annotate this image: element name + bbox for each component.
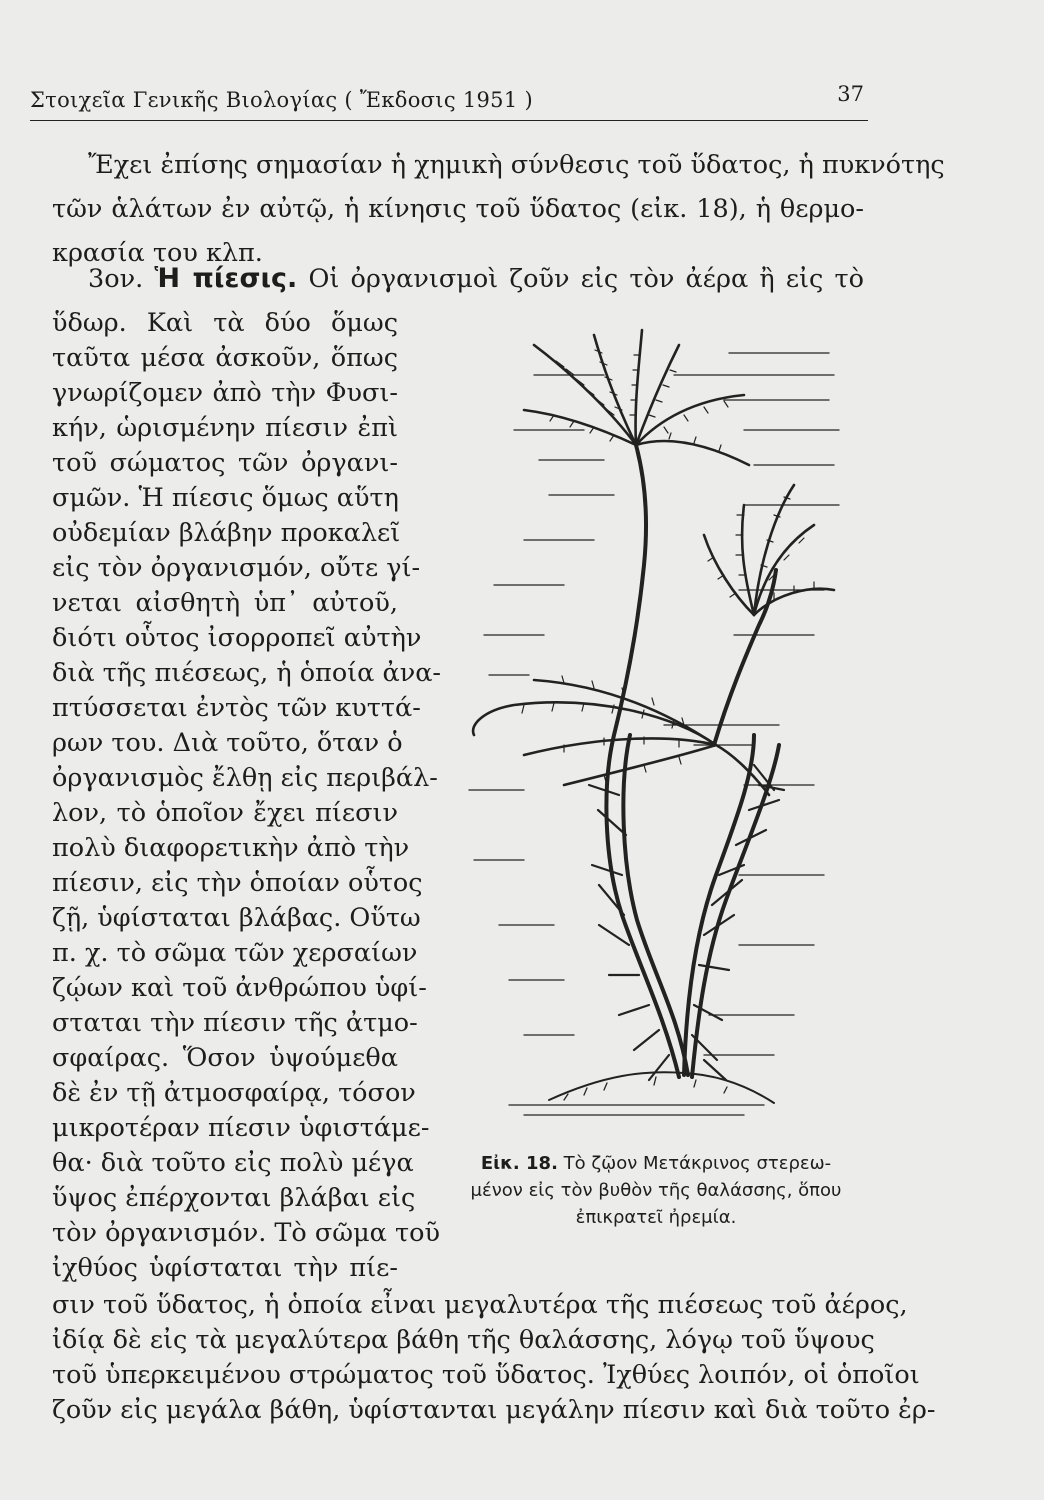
- running-header: [30, 82, 868, 121]
- column-line: πτύσσεται ἐντὸς τῶν κυττά-: [52, 693, 421, 723]
- caption-line-1: [436, 1150, 876, 1177]
- paragraph-line: τοῦ ὑπερκειμένου στρώματος τοῦ ὕδατος. Ἰχθύες λοιπόν, οἱ ὁποῖοι: [52, 1360, 920, 1390]
- figure-caption: [436, 1150, 876, 1231]
- section-number: 3ον.: [88, 264, 144, 294]
- section-heading: Ἡ πίεσις.: [154, 263, 298, 294]
- column-line: σμῶν. Ἡ πίεσις ὅμως αὕτη: [52, 483, 399, 513]
- column-line: τὸν ὀργανισμόν. Τὸ σῶμα τοῦ: [52, 1218, 440, 1248]
- column-line: οὐδεμίαν βλάβην προκαλεῖ: [52, 518, 401, 548]
- caption-line-2: μένον εἰς τὸν βυθὸν τῆς θαλάσσης, ὅπου: [470, 1180, 842, 1201]
- column-line: κήν, ὡρισμένην πίεσιν ἐπὶ: [52, 413, 398, 443]
- column-line: ζῇ, ὑφίσταται βλάβας. Οὕτω: [52, 903, 421, 933]
- column-line: διὰ τῆς πιέσεως, ἡ ὁποία ἀνα-: [52, 658, 442, 688]
- column-line: ὕδωρ. Καὶ τὰ δύο ὅμως: [52, 308, 398, 338]
- section-heading-line: [88, 262, 864, 296]
- column-line: μικροτέραν πίεσιν ὑφιστάμε-: [52, 1113, 430, 1143]
- column-line: θα· διὰ τοῦτο εἰς πολὺ μέγα: [52, 1148, 414, 1178]
- section-first-line-text: Οἱ ὀργανισμοὶ ζοῦν εἰς τὸν ἀέρα ἢ εἰς τὸ: [308, 264, 864, 294]
- column-line: γνωρίζομεν ἀπὸ τὴν Φυσι-: [52, 378, 398, 408]
- column-line: ταῦτα μέσα ἀσκοῦν, ὅπως: [52, 343, 398, 373]
- column-line: πίεσιν, εἰς τὴν ὁποίαν οὗτος: [52, 868, 423, 898]
- figure-label: Εἰκ. 18.: [480, 1153, 558, 1174]
- column-line: ὕψος ἐπέρχονται βλάβαι εἰς: [52, 1183, 416, 1213]
- paragraph-line: ζοῦν εἰς μεγάλα βάθη, ὑφίστανται μεγάλην πίεσιν καὶ διὰ τοῦτο ἐρ-: [52, 1395, 936, 1425]
- column-line: δὲ ἐν τῇ ἀτμοσφαίρᾳ, τόσον: [52, 1078, 416, 1108]
- paragraph-line: τῶν ἁλάτων ἐν αὐτῷ, ἡ κίνησις τοῦ ὕδατος (εἰκ. 18), ἡ θερμο-: [52, 194, 864, 224]
- column-line: πολὺ διαφορετικὴν ἀπὸ τὴν: [52, 833, 410, 863]
- column-line: διότι οὗτος ἰσορροπεῖ αὐτὴν: [52, 623, 422, 653]
- column-line: ὀργανισμὸς ἔλθῃ εἰς περιβάλ-: [52, 763, 438, 793]
- page-number: 37: [837, 82, 864, 106]
- column-line: ρων του. Διὰ τοῦτο, ὅταν ὁ: [52, 728, 403, 758]
- header-title: Στοιχεῖα Γενικῆς Βιολογίας ( Ἔκδοσις 1951 ): [30, 88, 533, 112]
- column-line: ἰχθύος ὑφίσταται τὴν πίε-: [52, 1253, 398, 1283]
- crinoid-illustration: [454, 315, 874, 1130]
- column-line: λον, τὸ ὁποῖον ἔχει πίεσιν: [52, 798, 398, 828]
- column-line: ζῴων καὶ τοῦ ἀνθρώπου ὑφί-: [52, 973, 427, 1003]
- caption-line-3: ἐπικρατεῖ ἠρεμία.: [575, 1207, 737, 1228]
- column-line: σταται τὴν πίεσιν τῆς ἀτμο-: [52, 1008, 418, 1038]
- column-line: σφαίρας. Ὅσον ὑψούμεθα: [52, 1043, 398, 1073]
- column-line: π. χ. τὸ σῶμα τῶν χερσαίων: [52, 938, 418, 968]
- paragraph-line: σιν τοῦ ὕδατος, ἡ ὁποία εἶναι μεγαλυτέρα τῆς πιέσεως τοῦ ἀέρος,: [52, 1290, 908, 1320]
- column-line: τοῦ σώματος τῶν ὀργανι-: [52, 448, 398, 478]
- caption-text-1: Τὸ ζῷον Μετάκρινος στερεω-: [563, 1153, 832, 1174]
- paragraph-line: Ἔχει ἐπίσης σημασίαν ἡ χημικὴ σύνθεσις τοῦ ὕδατος, ἡ πυκνότης: [88, 150, 945, 180]
- paragraph-line: κρασία του κλπ.: [52, 238, 263, 268]
- paragraph-line: ἰδίᾳ δὲ εἰς τὰ μεγαλύτερα βάθη τῆς θαλάσσης, λόγῳ τοῦ ὕψους: [52, 1325, 875, 1355]
- column-line: εἰς τὸν ὀργανισμόν, οὔτε γί-: [52, 553, 421, 583]
- column-line: νεται αἰσθητὴ ὑπ᾽ αὐτοῦ,: [52, 588, 398, 618]
